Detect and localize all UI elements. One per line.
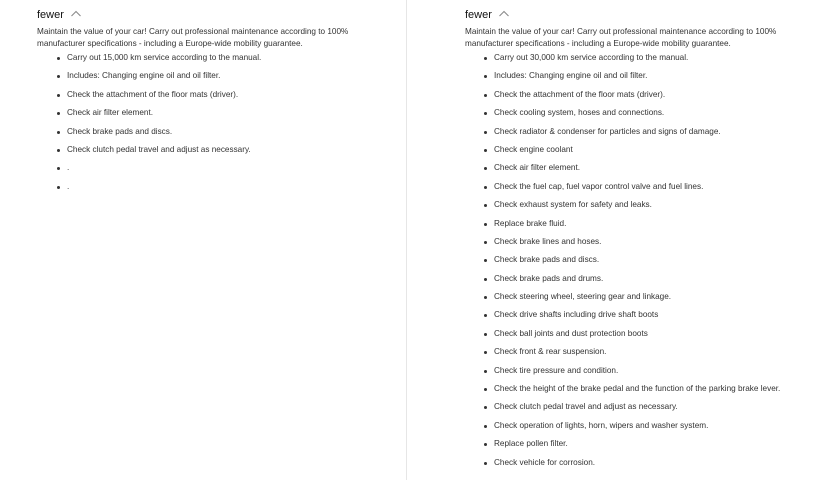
list-item-text: Replace pollen filter.	[494, 439, 568, 449]
list-item-text: Check air filter element.	[494, 163, 581, 173]
bullet-icon	[484, 296, 487, 299]
bullet-icon	[484, 462, 487, 465]
list-item	[484, 438, 784, 451]
list-item	[57, 162, 357, 175]
bullet-icon	[484, 223, 487, 226]
list-item-text: Check the attachment of the floor mats (driver).	[494, 89, 666, 99]
list-item	[484, 346, 784, 359]
list-item	[484, 70, 784, 83]
list-item-text: Carry out 15,000 km service according to the manual.	[67, 53, 262, 62]
list-item-text: Check ball joints and dust protection boots	[494, 328, 648, 338]
bullet-icon	[484, 75, 487, 78]
list-item	[484, 107, 784, 120]
list-item	[484, 218, 784, 231]
list-item	[57, 144, 357, 157]
service-15000-panel	[0, 0, 406, 480]
list-item-text: Check steering wheel, steering gear and linkage.	[494, 292, 672, 302]
bullet-icon	[57, 57, 60, 60]
service-description: Maintain the value of your car! Carry out professional maintenance according to 100% manufacturer specifications - including a Europe-wide mobility guarantee.	[37, 27, 349, 48]
list-item	[57, 181, 357, 194]
fewer-toggle-label: fewer	[465, 9, 492, 21]
bullet-icon	[484, 388, 487, 391]
list-item	[484, 236, 784, 249]
list-item	[57, 107, 357, 120]
bullet-icon	[484, 314, 487, 317]
list-item	[57, 89, 357, 102]
bullet-icon	[484, 351, 487, 354]
bullet-icon	[484, 443, 487, 446]
list-item	[484, 309, 784, 322]
bullet-icon	[57, 94, 60, 97]
list-item	[484, 328, 784, 341]
bullet-icon	[484, 57, 487, 60]
bullet-icon	[484, 94, 487, 97]
list-item-text: .	[67, 181, 70, 191]
bullet-icon	[484, 241, 487, 244]
list-item	[484, 383, 784, 396]
bullet-icon	[57, 167, 60, 170]
list-item	[57, 52, 357, 65]
list-item-text: Check brake pads and drums.	[494, 273, 604, 283]
bullet-icon	[57, 186, 60, 189]
bullet-icon	[484, 278, 487, 281]
list-item	[484, 181, 784, 194]
list-item-text: Replace brake fluid.	[494, 218, 567, 228]
list-item-text: Check air filter element.	[67, 108, 154, 118]
list-item-text: .	[67, 163, 70, 173]
list-item-text: Check engine coolant	[494, 144, 573, 154]
chevron-up-icon	[70, 9, 82, 19]
list-item	[484, 144, 784, 157]
list-item	[484, 457, 784, 470]
bullet-icon	[484, 131, 487, 134]
list-item-text: Check vehicle for corrosion.	[494, 457, 596, 467]
bullet-icon	[484, 333, 487, 336]
service-items-list	[484, 52, 784, 475]
bullet-icon	[484, 370, 487, 373]
bullet-icon	[57, 112, 60, 115]
bullet-icon	[484, 149, 487, 152]
list-item-text: Check radiator & condenser for particles and signs of damage.	[494, 126, 721, 136]
list-item-text: Check brake pads and discs.	[494, 255, 600, 265]
list-item-text: Check exhaust system for safety and leaks.	[494, 200, 652, 210]
fewer-toggle[interactable]	[465, 9, 510, 21]
list-item	[484, 199, 784, 212]
bullet-icon	[484, 259, 487, 262]
list-item	[484, 126, 784, 139]
bullet-icon	[484, 406, 487, 409]
list-item-text: Check clutch pedal travel and adjust as necessary.	[494, 402, 678, 412]
list-item-text: Check front & rear suspension.	[494, 347, 607, 357]
list-item-text: Includes: Changing engine oil and oil filter.	[494, 71, 648, 81]
list-item	[484, 365, 784, 378]
service-items-list	[57, 52, 357, 199]
list-item	[57, 126, 357, 139]
list-item	[484, 273, 784, 286]
fewer-toggle[interactable]	[37, 9, 82, 21]
list-item-text: Check clutch pedal travel and adjust as necessary.	[67, 144, 251, 154]
bullet-icon	[57, 131, 60, 134]
list-item	[484, 291, 784, 304]
bullet-icon	[484, 204, 487, 207]
list-item-text: Check the height of the brake pedal and the function of the parking brake lever.	[494, 384, 781, 394]
list-item-text: Check the attachment of the floor mats (driver).	[67, 89, 239, 99]
list-item	[484, 162, 784, 175]
list-item-text: Check brake lines and hoses.	[494, 236, 602, 246]
list-item	[484, 401, 784, 414]
list-item-text: Check tire pressure and condition.	[494, 365, 619, 375]
fewer-toggle-label: fewer	[37, 9, 64, 21]
list-item-text: Check cooling system, hoses and connections.	[494, 108, 665, 118]
list-item-text: Check operation of lights, horn, wipers and washer system.	[494, 420, 709, 430]
list-item-text: Includes: Changing engine oil and oil filter.	[67, 71, 221, 81]
list-item-text: Check drive shafts including drive shaft boots	[494, 310, 659, 320]
bullet-icon	[484, 425, 487, 428]
list-item	[484, 52, 784, 65]
list-item	[57, 70, 357, 83]
list-item-text: Check the fuel cap, fuel vapor control valve and fuel lines.	[494, 181, 704, 191]
list-item	[484, 89, 784, 102]
bullet-icon	[484, 112, 487, 115]
list-item	[484, 254, 784, 267]
list-item	[484, 420, 784, 433]
bullet-icon	[484, 186, 487, 189]
list-item-text: Carry out 30,000 km service according to the manual.	[494, 53, 689, 62]
list-item-text: Check brake pads and discs.	[67, 126, 173, 136]
panel-divider	[406, 0, 407, 480]
chevron-up-icon	[498, 9, 510, 19]
bullet-icon	[57, 75, 60, 78]
bullet-icon	[484, 167, 487, 170]
service-30000-panel	[427, 0, 840, 480]
bullet-icon	[57, 149, 60, 152]
service-description: Maintain the value of your car! Carry out professional maintenance according to 100% manufacturer specifications - including a Europe-wide mobility guarantee.	[465, 27, 777, 48]
